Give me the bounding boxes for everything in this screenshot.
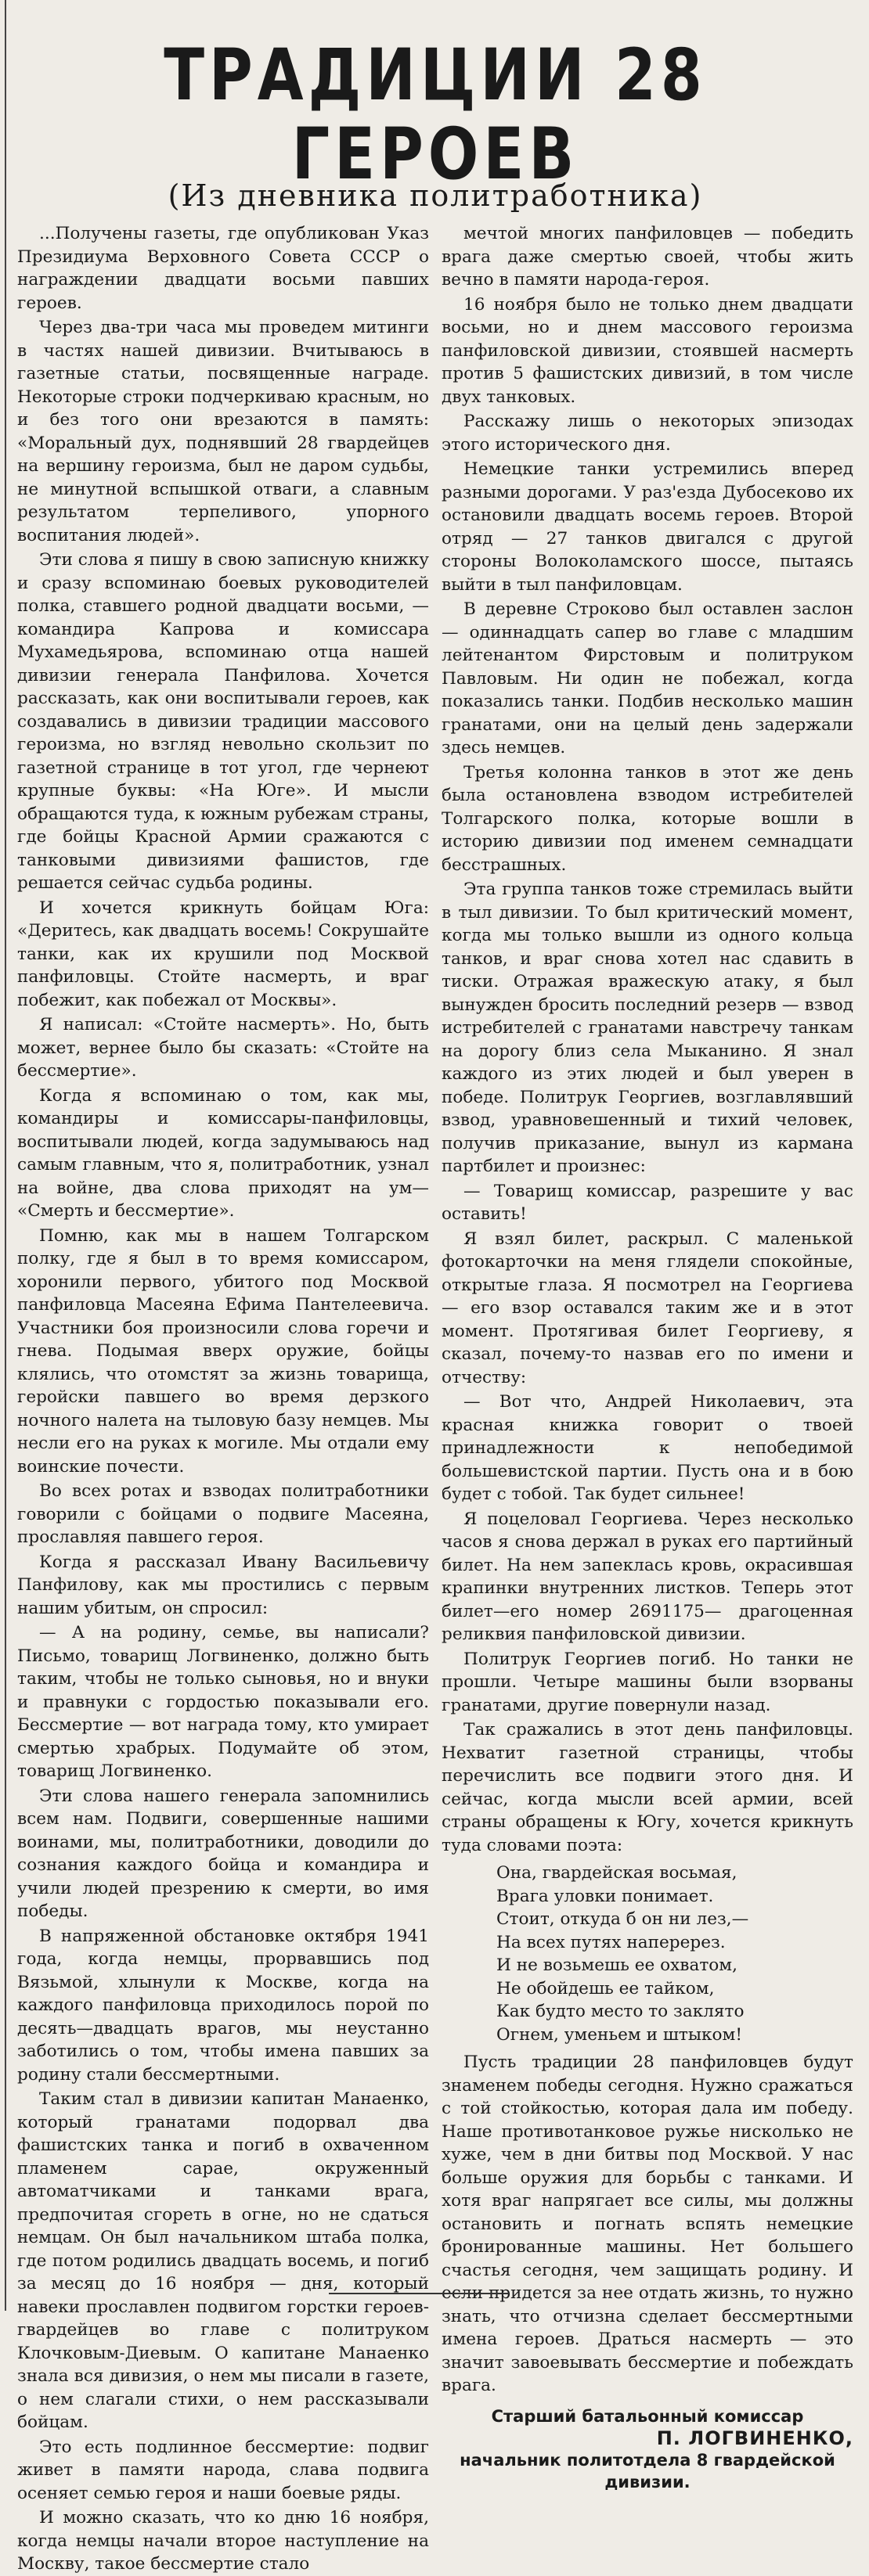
signature-name: П. ЛОГВИНЕНКО, bbox=[656, 2427, 853, 2449]
poem-line: Как будто место то заклято bbox=[496, 2002, 745, 2021]
page-left-border bbox=[5, 0, 6, 2311]
poem-line: Стоит, откуда б он ни лез,— bbox=[496, 1909, 749, 1929]
column-right bbox=[442, 222, 853, 2491]
paragraph: Помню, как мы в нашем Толгарском полку, где я был в то время комиссаром, хоронили первого, убитого под Москвой панфиловца Масеяна Ефима Пантелеевича. Участники боя произносили слова горечи и гнева. Подымая вверх оружие, бойцы клялись, что отомстят за жизнь товарища, геройски павшего во время дерзкого ночного налета на тыловую базу немцев. Мы несли его на руках к могиле. Мы отдали ему воинские почести. bbox=[17, 1225, 429, 1477]
poem-line: И не возьмешь ее охватом, bbox=[496, 1955, 737, 1975]
poem-line: Не обойдешь ее тайком, bbox=[496, 1978, 715, 1999]
paragraph: Когда я рассказал Ивану Васильевичу Панфилову, как мы простились с первым нашим убитым, он спросил: bbox=[17, 1552, 429, 1618]
signature-rank: Старший батальонный комиссар bbox=[491, 2406, 804, 2426]
paragraph: — А на родину, семье, вы написали? Письмо, товарищ Логвиненко, должно быть таким, чтобы не только сыновья, но и внуки и правнуки с гордостью показывали его. Бессмертие — вот награда тому, кто умирает смертью храбрых. Подумайте об этом, товарищ Логвиненко. bbox=[17, 1623, 429, 1781]
paragraph: Эти слова я пишу в свою записную книжку и сразу вспоминаю боевых руководителей полка, ставшего родной двадцати восьми, — командира Капрова и комиссара Мухамедьярова, вспоминаю отца нашей дивизии генерала Панфилова. Хочется рассказать, как они воспитывали героев, как создавались в дивизии традиции массового героизма, но взгляд невольно скользит по газетной странице в тот угол, где чернеют крупные буквы: «На Юге». И мысли обращаются туда, к южным рубежам страны, где бойцы Красной Армии сражаются с танковыми дивизиями фашистов, где решается сейчас судьба родины. bbox=[17, 550, 429, 893]
paragraph: Политрук Георгиев погиб. Но танки не прошли. Четыре машины были взорваны гранатами, другие повернули назад. bbox=[442, 1649, 853, 1715]
poem-line: Врага уловки понимает. bbox=[496, 1886, 714, 1906]
paragraph: Третья колонна танков в этот же день была остановлена взводом истребителей Толгарского полка, которые вошли в историю дивизии под именем семнадцати бесстрашных. bbox=[442, 762, 853, 875]
poem-line: Огнем, уменьем и штыком! bbox=[496, 2024, 743, 2045]
column-right-part-b bbox=[442, 2051, 853, 2398]
poem-quote bbox=[496, 1862, 853, 2046]
paragraph: Я поцеловал Георгиева. Через несколько часов я снова держал в руках его партийный билет. На нем запеклась кровь, окрасившая крапинки внутренних листков. Теперь этот билет—его номер 2691175— драгоценная реликвия панфиловской дивизии. bbox=[442, 1509, 853, 1644]
paragraph: Так сражались в этот день панфиловцы. Нехватит газетной страницы, чтобы перечислить все подвиги этого дня. И сейчас, когда мысли всей армии, всей страны обращены к Югу, хочется крикнуть туда словами поэта: bbox=[442, 1720, 853, 1855]
article-columns bbox=[17, 222, 853, 2574]
paragraph: ...Получены газеты, где опубликован Указ Президиума Верховного Совета СССР о награждении двадцати восьми павших героев. bbox=[17, 224, 429, 313]
paragraph: Пусть традиции 28 панфиловцев будут знаменем победы сегодня. Нужно сражаться с той стойкостью, которая дала им победу. Наше противотанковое ружье нисколько не хуже, чем в дни битвы под Москвой. У нас больше оружия для борьбы с танками. И хотя враг напрягает все силы, мы должны остановить и погнать вспять немецкие бронированные машины. Нет большего счастья сегодня, чем защищать родину. И если придется за нее отдать жизнь, то нужно знать, что отчизна сделает бессмертными имена героев. Драться насмерть — это значит завоевывать бессмертие и побеждать врага. bbox=[442, 2053, 853, 2395]
paragraph: Эта группа танков тоже стремилась выйти в тыл дивизии. То был критический момент, когда мы только вышли из одного кольца танков, и враг снова хотел нас сдавить в тиски. Отражая вражескую атаку, я был вынужден бросить последний резерв — взвод истребителей с гранатами навстречу танкам на дорогу близ села Мыканино. Я знал каждого из этих людей и был уверен в победе. Политрук Георгиев, возглавлявший взвод, уравновешенный и тихий человек, получив приказание, вынул из кармана партбилет и произнес: bbox=[442, 880, 853, 1176]
paragraph: Эти слова нашего генерала запомнились всем нам. Подвиги, совершенные нашими воинами, мы, политработники, доводили до сознания каждого бойца и командира и учили людей презрению к смерти, во имя победы. bbox=[17, 1786, 429, 1921]
paragraph: Это есть подлинное бессмертие: подвиг живет в памяти народа, слава подвига осеняет семью героя и наши боевые ряды. bbox=[17, 2437, 429, 2503]
paragraph: Я написал: «Стойте насмерть». Но, быть может, вернее было бы сказать: «Стойте на бессмертие». bbox=[17, 1015, 429, 1081]
paragraph: Когда я вспоминаю о том, как мы, командиры и комиссары-панфиловцы, воспитывали людей, когда задумываюсь над самым главным, что я, политработник, узнал на войне, два слова приходят на ум— «Смерть и бессмертие». bbox=[17, 1085, 429, 1221]
paragraph: Немецкие танки устремились вперед разными дорогами. У раз'езда Дубосеково их остановили двадцать восемь героев. Второй отряд — 27 танков двигался с другой стороны Волоколамского шоссе, пытаясь выйти в тыл панфиловцам. bbox=[442, 459, 853, 595]
bottom-rule bbox=[329, 2293, 509, 2294]
paragraph: Расскажу лишь о некоторых эпизодах этого исторического дня. bbox=[442, 412, 853, 455]
paragraph: В деревне Строково был оставлен заслон — одиннадцать сапер во главе с младшим лейтенантом Фирстовым и политруком Павловым. Ни один не побежал, когда показались танки. Подбив несколько машин гранатами, они на целый день задержали здесь немцев. bbox=[442, 599, 853, 757]
article-headline: ТРАДИЦИИ 28 ГЕРОЕВ bbox=[164, 33, 707, 196]
column-right-part-a bbox=[442, 222, 853, 1857]
paragraph: 16 ноября было не только днем двадцати восьми, но и днем массового героизма панфиловской дивизии, стоявшей насмерть против 5 фашистских дивизий, в том числе двух танковых. bbox=[442, 294, 853, 407]
poem-line: На всех путях наперерез. bbox=[496, 1932, 726, 1952]
paragraph: И можно сказать, что ко дню 16 ноября, когда немцы начали второе наступление на Москву, такое бессмертие стало bbox=[17, 2508, 429, 2574]
poem-line: Она, гвардейская восьмая, bbox=[496, 1863, 737, 1883]
paragraph: Через два-три часа мы проведем митинги в частях нашей дивизии. Вчитываюсь в газетные статьи, посвященные награде. Некоторые строки подчеркиваю красным, но и без того они врезаются в память: «Моральный дух, поднявший 28 гвардейцев на вершину героизма, был не даром судьбы, не минутной вспышкой отваги, а славным результатом терпеливого, упорного воспитания людей». bbox=[17, 318, 429, 545]
signature bbox=[442, 2405, 853, 2493]
paragraph: мечтой многих панфиловцев — победить врага даже смертью своей, чтобы жить вечно в памяти народа-героя. bbox=[442, 224, 853, 290]
article-subheadline: (Из дневника политработника) bbox=[168, 178, 703, 213]
paragraph: В напряженной обстановке октября 1941 года, когда немцы, прорвавшись под Вязьмой, хлынули к Москве, когда на каждого панфиловца приходилось порой по десять—двадцать врагов, мы неустанно заботились о том, чтобы имена павших за родину стали бессмертными. bbox=[17, 1926, 429, 2085]
paragraph: — Вот что, Андрей Николаевич, эта красная книжка говорит о твоей принадлежности к непобедимой большевистской партии. Пусть она и в бою будет с тобой. Так будет сильнее! bbox=[442, 1392, 853, 1504]
paragraph: Я взял билет, раскрыл. С маленькой фотокарточки на меня глядели спокойные, открытые глаза. Я посмотрел на Георгиева — его взор оставался таким же и в этот момент. Протягивая билет Георгиеву, я сказал, почему-то назвав его по имени и отчеству: bbox=[442, 1229, 853, 1387]
signature-position: начальник политотдела 8 гвардейской дивизии. bbox=[460, 2450, 835, 2491]
paragraph: Таким стал в дивизии капитан Манаенко, который гранатами подорвал два фашистских танка и погиб в охваченном пламенем сарае, окруженный автоматчиками и танками врага, предпочитая сгореть в огне, но не сдаться немцам. Он был начальником штаба полка, где потом родились двадцать восемь, и погиб за месяц до 16 ноября — дня, который навеки прославлен подвигом горстки героев-гвардейцев во главе с политруком Клочковым-Диевым. О капитане Манаенко знала вся дивизия, о нем мы писали в газете, о нем слагали стихи, о нем рассказывали бойцам. bbox=[17, 2089, 429, 2432]
column-left bbox=[17, 222, 429, 2574]
paragraph: Во всех ротах и взводах политработники говорили с бойцами о подвиге Масеяна, прославляя павшего героя. bbox=[17, 1481, 429, 1547]
paragraph: — Товарищ комиссар, разрешите у вас оставить! bbox=[442, 1181, 853, 1224]
paragraph: И хочется крикнуть бойцам Юга: «Деритесь, как двадцать восемь! Сокрушайте танки, как их крушили под Москвой панфиловцы. Стойте насмерть, и враг побежит, как побежал от Москвы». bbox=[17, 898, 429, 1010]
